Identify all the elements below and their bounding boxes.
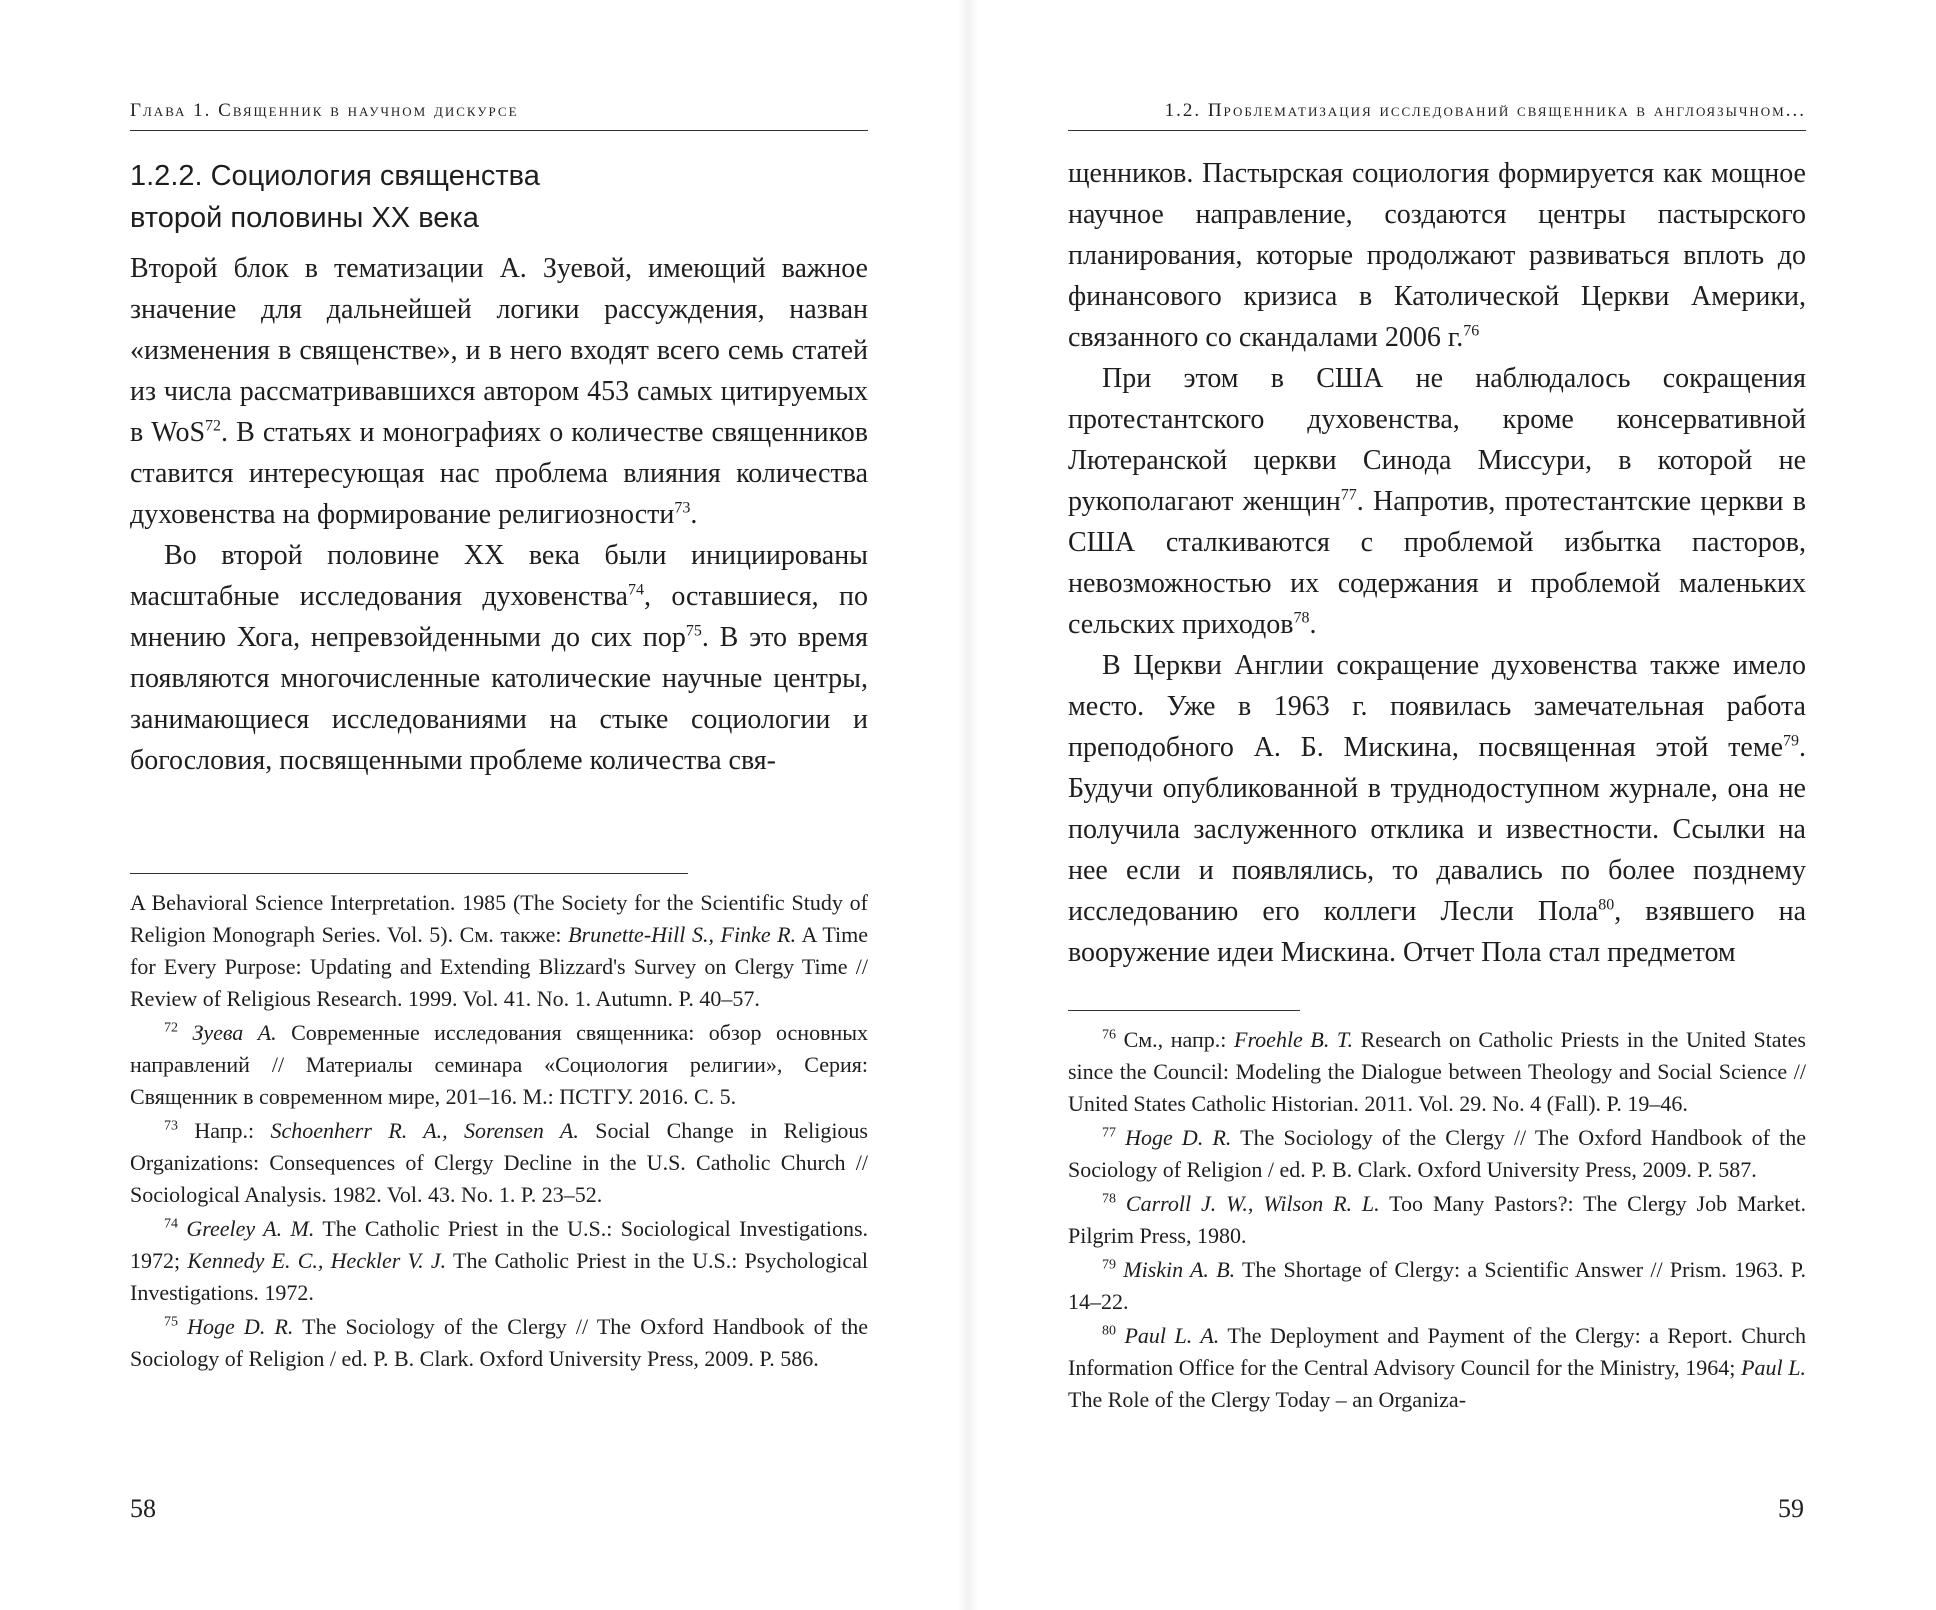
footnote-78	[1068, 1188, 1806, 1252]
footnote-ref[interactable]: 75	[685, 622, 702, 640]
footnote-author: Schoenherr R. A., Sorensen A.	[270, 1118, 579, 1143]
footnote-text: The Deployment and Payment of the Clergy: a Report. Church Information Office for the Central Advisory Council for the Ministry, 1964;	[1068, 1323, 1807, 1380]
head-rule-left	[130, 130, 868, 131]
paragraph-text: . В это время появляются многочисленные католические научные центры, занимающиеся исследованиями на стыке социологии и богословия, посвященными проблеме количества свя-	[130, 622, 868, 776]
footnote-73	[130, 1115, 868, 1211]
footnote-75	[130, 1311, 868, 1375]
paragraph-text: . Напротив, протестантские церкви в США сталкиваются с проблемой избытка пасторов, невозможностью их содержания и проблемой маленьких сельских приходов	[1068, 486, 1806, 640]
footnote-text: Напр.:	[178, 1118, 271, 1143]
footnote-rule-left	[130, 873, 688, 874]
footnote-ref[interactable]: 77	[1340, 486, 1357, 504]
footnote-ref[interactable]: 72	[205, 417, 222, 435]
paragraph-text: , взявшего на вооружение идеи Мискина. Отчет Пола стал предметом	[1068, 896, 1806, 968]
running-head-right: 1.2. Проблематизация исследований священника в англоязычном...	[1164, 100, 1806, 121]
footnote-number: 78	[1102, 1191, 1116, 1207]
paragraph-text: Второй блок в тематизации А. Зуевой, имеющий важное значение для дальнейшей логики рассуждения, назван «изменения в священстве», и в него входят всего семь статей из числа рассматривавшихся автором 453 самых цитируемых в WoS	[130, 253, 868, 448]
footnote-author: Зуева А.	[192, 1020, 277, 1045]
paragraph-text: .	[1309, 609, 1317, 640]
footnote-77	[1068, 1122, 1806, 1186]
page-number-left: 58	[130, 1494, 156, 1523]
paragraph-text: При этом в США не наблюдалось сокращения протестантского духовенства, кроме консервативной Лютеранской церкви Синода Миссури, в которой не рукополагают женщин	[1068, 363, 1806, 517]
footnote-author: Miskin A. B.	[1123, 1257, 1236, 1282]
footnote-text: The Catholic Priest in the U.S.: Psychological Investigations. 1972.	[130, 1248, 868, 1305]
footnote-text: Современные исследования священника: обзор основных направлений // Материалы семинара «Социология религии», Серия: Священник в современном мире, 201–16. М.: ПСТГУ. 2016. С. 5.	[130, 1020, 869, 1109]
book-gutter	[958, 0, 978, 1610]
footnote-ref[interactable]: 78	[1293, 609, 1310, 627]
paragraph	[130, 248, 868, 535]
paragraph-text: , оставшиеся, по мнению Хога, непревзойденными до сих пор	[130, 581, 868, 653]
footnote-80	[1068, 1320, 1806, 1416]
footnote-rule-right	[1068, 1010, 1300, 1011]
paragraph	[1068, 153, 1806, 358]
footnote-number: 72	[164, 1020, 178, 1036]
body-text-left	[130, 248, 868, 781]
footnote-text: См., напр.:	[1116, 1027, 1234, 1052]
footnote-74	[130, 1213, 868, 1309]
footnote-number: 79	[1102, 1257, 1116, 1273]
footnote-text: The Shortage of Clergy: a Scientific Answer // Prism. 1963. P. 14–22.	[1068, 1257, 1807, 1314]
footnote-text: The Role of the Clergy Today – an Organiza-	[1068, 1387, 1467, 1412]
footnote-79	[1068, 1254, 1806, 1318]
footnote-author: Hoge D. R.	[187, 1314, 294, 1339]
footnote-text: A Time for Every Purpose: Updating and Extending Blizzard's Survey on Clergy Time // Review of Religious Research. 1999. Vol. 41. No. 1. Autumn. P. 40–57.	[130, 922, 868, 1011]
footnote-author: Carroll J. W., Wilson R. L.	[1125, 1191, 1380, 1216]
paragraph-text: Во второй половине XX века были инициированы масштабные исследования духовенства	[130, 540, 868, 612]
footnote-text: Research on Catholic Priests in the United States since the Council: Modeling the Dialogue between Theology and Social Science // United States Catholic Historian. 2011. Vol. 29. No. 4 (Fall). P. 19–46.	[1068, 1027, 1806, 1116]
footnote-number: 75	[164, 1314, 178, 1330]
footnote-continued	[130, 887, 868, 1015]
section-title-line2: второй половины XX века	[130, 202, 479, 234]
paragraph-text: .	[690, 499, 698, 530]
footnote-number: 77	[1102, 1125, 1116, 1141]
footnote-number: 74	[164, 1216, 178, 1232]
footnote-author: Greeley A. M.	[186, 1216, 315, 1241]
right-page	[968, 0, 1936, 1610]
footnote-ref[interactable]: 76	[1463, 322, 1480, 340]
footnotes-right	[1068, 1024, 1806, 1418]
paragraph	[1068, 645, 1806, 973]
paragraph-text: . В статьях и монографиях о количестве священников ставится интересующая нас проблема влияния количества духовенства на формирование религиозности	[130, 417, 868, 530]
section-title	[130, 155, 868, 239]
paragraph	[130, 535, 868, 781]
footnote-ref[interactable]: 74	[627, 581, 644, 599]
page-number-right: 59	[1778, 1494, 1804, 1523]
footnote-author: Paul L.	[1741, 1355, 1806, 1380]
footnote-author: Kennedy E. C., Heckler V. J.	[187, 1248, 447, 1273]
footnote-number: 73	[164, 1118, 178, 1134]
footnote-text: The Catholic Priest in the U.S.: Sociological Investigations. 1972;	[130, 1216, 869, 1273]
footnote-ref[interactable]: 79	[1783, 732, 1799, 750]
footnote-text: Social Change in Religious Organizations: Consequences of Clergy Decline in the U.S. Catholic Church // Sociological Analysis. 1982. Vol. 43. No. 1. P. 23–52.	[130, 1118, 868, 1207]
head-rule-right	[1068, 130, 1806, 131]
paragraph-text: . Будучи опубликованной в труднодоступном журнале, она не получила заслуженного отклика и известности. Ссылки на нее если и появлялись, то давались по более позднему исследованию его коллеги Лесли Пола	[1068, 732, 1806, 927]
paragraph-text: щенников. Пастырская социология формируется как мощное научное направление, создаются центры пастырского планирования, которые продолжают развиваться вплоть до финансового кризиса в Католической Церкви Америки, связанного со скандалами 2006 г.	[1068, 158, 1806, 353]
paragraph-text: В Церкви Англии сокращение духовенства также имело место. Уже в 1963 г. появилась замечательная работа преподобного А. Б. Мискина, посвященная этой теме	[1068, 650, 1806, 763]
section-title-line1: 1.2.2. Социология священства	[130, 160, 540, 192]
paragraph	[1068, 358, 1806, 645]
footnote-text: The Sociology of the Clergy // The Oxford Handbook of the Sociology of Religion / ed. P. B. Clark. Oxford University Press, 2009. P. 587.	[1068, 1125, 1807, 1182]
footnote-text: Too Many Pastors?: The Clergy Job Market. Pilgrim Press, 1980.	[1068, 1191, 1807, 1248]
footnote-ref[interactable]: 80	[1598, 896, 1615, 914]
footnote-text: The Sociology of the Clergy // The Oxford Handbook of the Sociology of Religion / ed. P. B. Clark. Oxford University Press, 2009. P. 586.	[130, 1314, 869, 1371]
footnote-number: 76	[1102, 1027, 1116, 1043]
footnote-author: Brunette-Hill S., Finke R.	[568, 922, 797, 947]
footnote-ref[interactable]: 73	[674, 499, 691, 517]
body-text-right	[1068, 153, 1806, 973]
running-head-left: Глава 1. Священник в научном дискурсе	[130, 100, 519, 121]
footnotes-left	[130, 887, 868, 1377]
footnote-72	[130, 1017, 868, 1113]
footnote-text: A Behavioral Science Interpretation. 1985 (The Society for the Scientific Study of Religion Monograph Series. Vol. 5). См. также:	[130, 890, 868, 947]
footnote-author: Paul L. A.	[1124, 1323, 1220, 1348]
footnote-author: Froehle B. T.	[1234, 1027, 1354, 1052]
footnote-number: 80	[1102, 1323, 1116, 1339]
footnote-76	[1068, 1024, 1806, 1120]
footnote-author: Hoge D. R.	[1125, 1125, 1232, 1150]
